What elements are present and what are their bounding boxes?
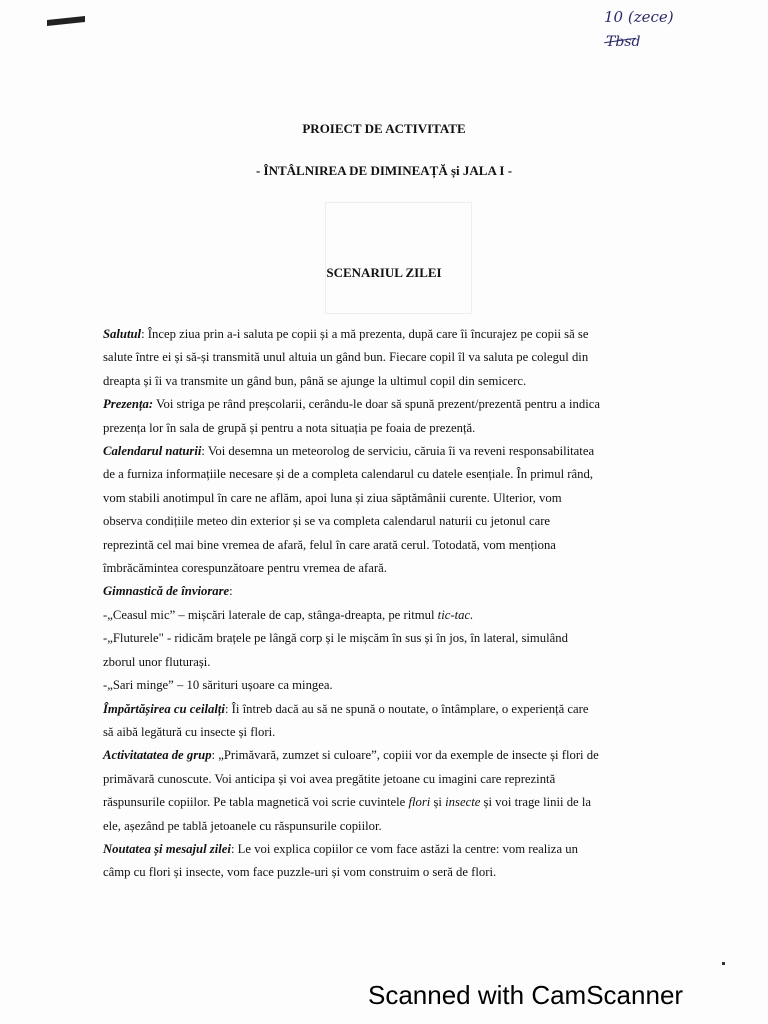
- body-line: Noutatea și mesajul zilei: Le voi explica copiilor ce vom face astăzi la centre: vom realiza un: [103, 841, 578, 856]
- paragraph-label: Noutatea și mesajul zilei: [103, 841, 231, 856]
- camscanner-watermark: Scanned with CamScanner: [368, 980, 684, 1010]
- scan-speck: [722, 962, 725, 965]
- body-line: Gimnastică de înviorare:: [103, 584, 233, 599]
- body-line: dreapta și îi va transmite un gând bun, până se ajunge la ultimul copil din semicerc.: [103, 373, 527, 388]
- document-subtitle: - ÎNTÂLNIREA DE DIMINEAȚĂ și JALA I -: [255, 163, 513, 178]
- handwritten-signature: Tbsd: [606, 34, 641, 50]
- body-line: -„Fluturele" - ridicăm brațele pe lângă corp și le mișcăm în sus și în jos, în lateral, simulând: [103, 631, 568, 646]
- faded-watermark: [325, 202, 472, 314]
- document-body: [103, 323, 643, 885]
- body-line: Salutul: Încep ziua prin a-i saluta pe copii și a mă prezenta, după care îi încurajez pe copii să se: [103, 327, 589, 341]
- body-line: primăvară cunoscute. Voi anticipa și voi avea pregătite jetoane cu imagini care reprezintă: [103, 771, 556, 786]
- body-line: de a furniza informațiile necesare și de a completa calendarul cu datele esențiale. În primul rând,: [103, 467, 593, 482]
- body-line: -„Ceasul mic” – mișcări laterale de cap, stânga-dreapta, pe ritmul tic-tac.: [103, 607, 474, 622]
- paragraph-label: Prezența:: [103, 397, 154, 412]
- body-line: Activitatatea de grup: „Primăvară, zumzet si culoare”, copiii vor da exemple de insecte și flori de: [103, 748, 599, 763]
- body-line: câmp cu flori și insecte, vom face puzzle-uri și vom construim o seră de flori.: [103, 865, 497, 880]
- body-line: răspunsurile copiilor. Pe tabla magnetică voi scrie cuvintele flori și insecte și voi trage linii de la: [103, 795, 592, 810]
- body-line: ele, așezând pe tablă jetoanele cu răspunsurile copiilor.: [103, 818, 382, 833]
- paragraph-label: Calendarul naturii: [103, 444, 202, 459]
- body-line: -„Sari minge” – 10 sărituri ușoare ca mingea.: [103, 678, 333, 693]
- body-line: salute între ei și să-și transmită unul altuia un gând bun. Fiecare copil îl va saluta pe colegul din: [103, 350, 589, 365]
- body-line: vom stabili anotimpul în care ne aflăm, apoi luna și ziua săptămânii curente. Ulterior, vom: [103, 490, 562, 505]
- document-title: PROIECT DE ACTIVITATE: [302, 121, 466, 136]
- body-line: să aibă legătură cu insecte și flori.: [103, 724, 276, 739]
- body-line: Calendarul naturii: Voi desemna un meteorolog de serviciu, căruia îi va reveni responsabilitatea: [103, 444, 595, 459]
- body-line: reprezintă cel mai bine vremea de afară, felul în care arată cerul. Totodată, vom menționa: [103, 537, 556, 552]
- body-line: zborul unor fluturași.: [103, 654, 211, 669]
- body-line: Prezența: Voi striga pe rând preșcolarii, cerându-le doar să spună prezent/prezentă pentru a indica: [103, 397, 600, 412]
- paragraph-label: Salutul: [103, 327, 142, 341]
- section-heading: SCENARIUL ZILEI: [326, 265, 442, 280]
- paragraph-label: Împărtășirea cu ceilalți: [103, 701, 225, 716]
- paragraph-label: Gimnastică de înviorare: [103, 584, 230, 599]
- handwritten-grade: 10 (zece): [604, 8, 674, 26]
- body-line: Împărtășirea cu ceilalți: Îi întreb dacă au să ne spună o noutate, o întâmplare, o experiență care: [103, 701, 589, 716]
- body-line: observa condițiile meteo din exterior și se va completa calendarul naturii cu jetonul care: [103, 514, 551, 529]
- body-line: îmbrăcămintea corespunzătoare pentru vremea de afară.: [103, 561, 387, 576]
- scan-mark: [47, 16, 85, 26]
- body-line: prezența lor în sala de grupă și pentru a nota situația pe foaia de prezență.: [103, 420, 476, 435]
- paragraph-label: Activitatatea de grup: [103, 748, 212, 763]
